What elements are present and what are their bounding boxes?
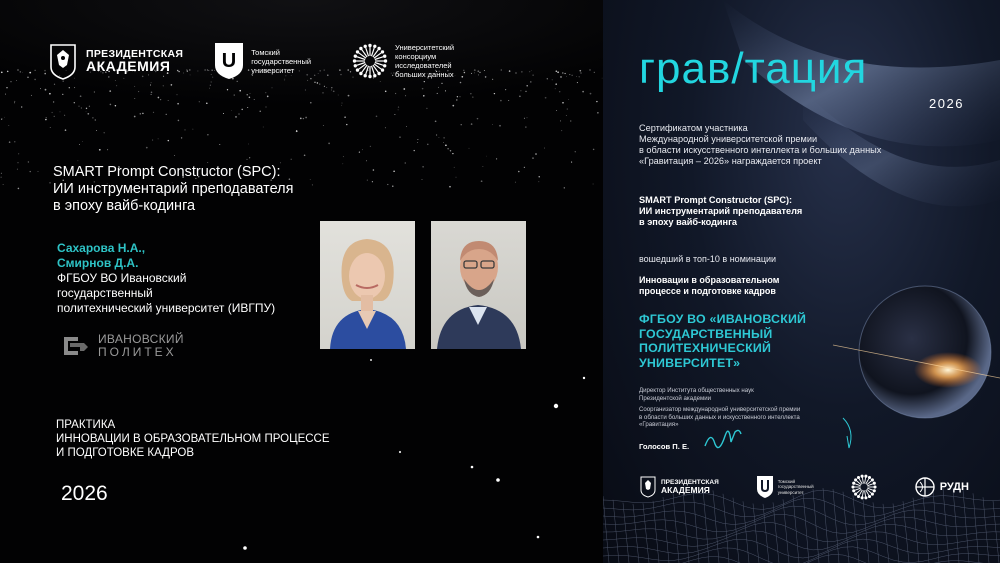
practice-line1: ИННОВАЦИИ В ОБРАЗОВАТЕЛЬНОМ ПРОЦЕССЕ — [56, 433, 330, 445]
partner-logos — [48, 36, 454, 86]
gravitation-brand: грав/тация — [639, 44, 868, 93]
consortium-line1: Университетский — [395, 43, 455, 52]
organization-line3: политехнический университет (ИВГПУ) — [57, 301, 276, 315]
project-title — [53, 164, 294, 215]
footer-rudn-logo — [914, 476, 969, 498]
certificate-line2: Международной университетской премии — [639, 134, 818, 144]
university-line1: ФГБОУ ВО «ИВАНОВСКИЙ — [639, 312, 807, 326]
signature-icon — [701, 422, 745, 456]
footer-academy-logo — [639, 475, 719, 499]
tomsk-line3: университет — [251, 65, 295, 75]
organization-line1: ФГБОУ ВО Ивановский — [57, 271, 187, 285]
certificate-year: 2026 — [929, 96, 964, 111]
footer-tomsk-line3: университет — [777, 489, 804, 495]
year: 2026 — [61, 482, 108, 505]
starburst-icon — [351, 42, 389, 80]
certificate-text — [639, 123, 881, 167]
organization-line2: государственный — [57, 286, 153, 300]
nomination — [639, 275, 779, 297]
starburst-icon — [851, 474, 877, 500]
certificate-line3: в области искусственного интеллекта и больших данных — [639, 145, 882, 155]
shield-u-icon — [213, 41, 245, 81]
tomsk-line2: государственный — [251, 56, 312, 66]
university-line3: ПОЛИТЕХНИЧЕСКИЙ — [639, 341, 772, 355]
project-title-line1: SMART Prompt Constructor (SPC): — [53, 164, 281, 180]
consortium-line3: исследователей — [395, 61, 452, 70]
author-photo-2 — [431, 221, 526, 349]
practice-label: ПРАКТИКА — [56, 419, 116, 431]
nomination-line2: процессе и подготовке кадров — [639, 286, 776, 296]
director-title — [639, 387, 754, 402]
project-title-line2: ИИ инструментарий преподавателя — [53, 181, 294, 197]
footer-tomsk-line1: Томский — [777, 478, 796, 484]
certificate-footer-logos — [639, 472, 969, 502]
hexagon-logo-icon — [58, 333, 92, 359]
university-line4: УНИВЕРСИТЕТ» — [639, 355, 741, 370]
certificate-line4: «Гравитация – 2026» награждается проект — [639, 156, 822, 166]
consortium-line4: больших данных — [395, 70, 454, 79]
footer-tomsk-logo — [756, 475, 814, 499]
practice-block — [56, 418, 330, 460]
university-line2: ГОСУДАРСТВЕННЫЙ — [639, 326, 773, 341]
tomsk-line1: Томский — [251, 47, 280, 57]
academy-line2: АКАДЕМИЯ — [86, 58, 171, 74]
author-1: Сахарова Н.А., — [57, 241, 146, 255]
tomsk-logo — [213, 41, 311, 81]
rudn-globe-icon — [914, 476, 936, 498]
coorganizer-line2: в области больших данных и искусственного интеллекта — [639, 413, 800, 421]
certificate-panel — [603, 0, 1000, 563]
signer-name: Голосов П. Е. — [639, 442, 690, 451]
footer-tomsk-line2: государственный — [777, 484, 814, 490]
polytech-logo — [58, 333, 184, 359]
footer-consortium-logo — [851, 474, 877, 500]
university-name — [639, 312, 806, 370]
certificate-line1: Сертификатом участника — [639, 123, 748, 133]
director-line1: Директор Института общественных наук — [639, 387, 754, 394]
author-2: Смирнов Д.А. — [57, 256, 139, 270]
certificate-project-line1: SMART Prompt Constructor (SPC): — [639, 195, 793, 205]
academy-line1: ПРЕЗИДЕНТСКАЯ — [86, 48, 184, 60]
coorganizer-line3: «Гравитация» — [639, 421, 679, 428]
certificate-project-line3: в эпоху вайб-кодинга — [639, 217, 738, 227]
shield-u-icon — [756, 475, 774, 499]
consortium-logo — [351, 42, 454, 80]
project-title-line3: в эпоху вайб-кодинга — [53, 198, 196, 214]
authors-block — [57, 241, 275, 316]
academy-logo — [48, 41, 183, 81]
director-line2: Президентской академии — [639, 394, 712, 402]
author-photo-1 — [320, 221, 415, 349]
consortium-line2: консорциум — [395, 52, 437, 61]
eagle-emblem-icon — [639, 475, 657, 499]
footer-academy-line1: ПРЕЗИДЕНТСКАЯ — [661, 479, 719, 486]
coorganizer-line1: Соорганизатор международной университетской премии — [639, 406, 801, 413]
practice-line2: И ПОДГОТОВКЕ КАДРОВ — [56, 447, 194, 459]
certificate-project-line2: ИИ инструментарий преподавателя — [639, 206, 803, 216]
certificate-project — [639, 195, 802, 228]
polytech-line1: ИВАНОВСКИЙ — [98, 332, 184, 346]
top10-text: вошедший в топ-10 в номинации — [639, 254, 777, 264]
footer-academy-line2: АКАДЕМИЯ — [661, 484, 710, 495]
footer-rudn-text: РУДН — [939, 481, 969, 493]
tomsk-letter: U — [221, 50, 237, 72]
polytech-line2: ПОЛИТЕХ — [98, 345, 177, 359]
nomination-line1: Инновации в образовательном — [639, 275, 780, 285]
eagle-emblem-icon — [48, 41, 78, 81]
